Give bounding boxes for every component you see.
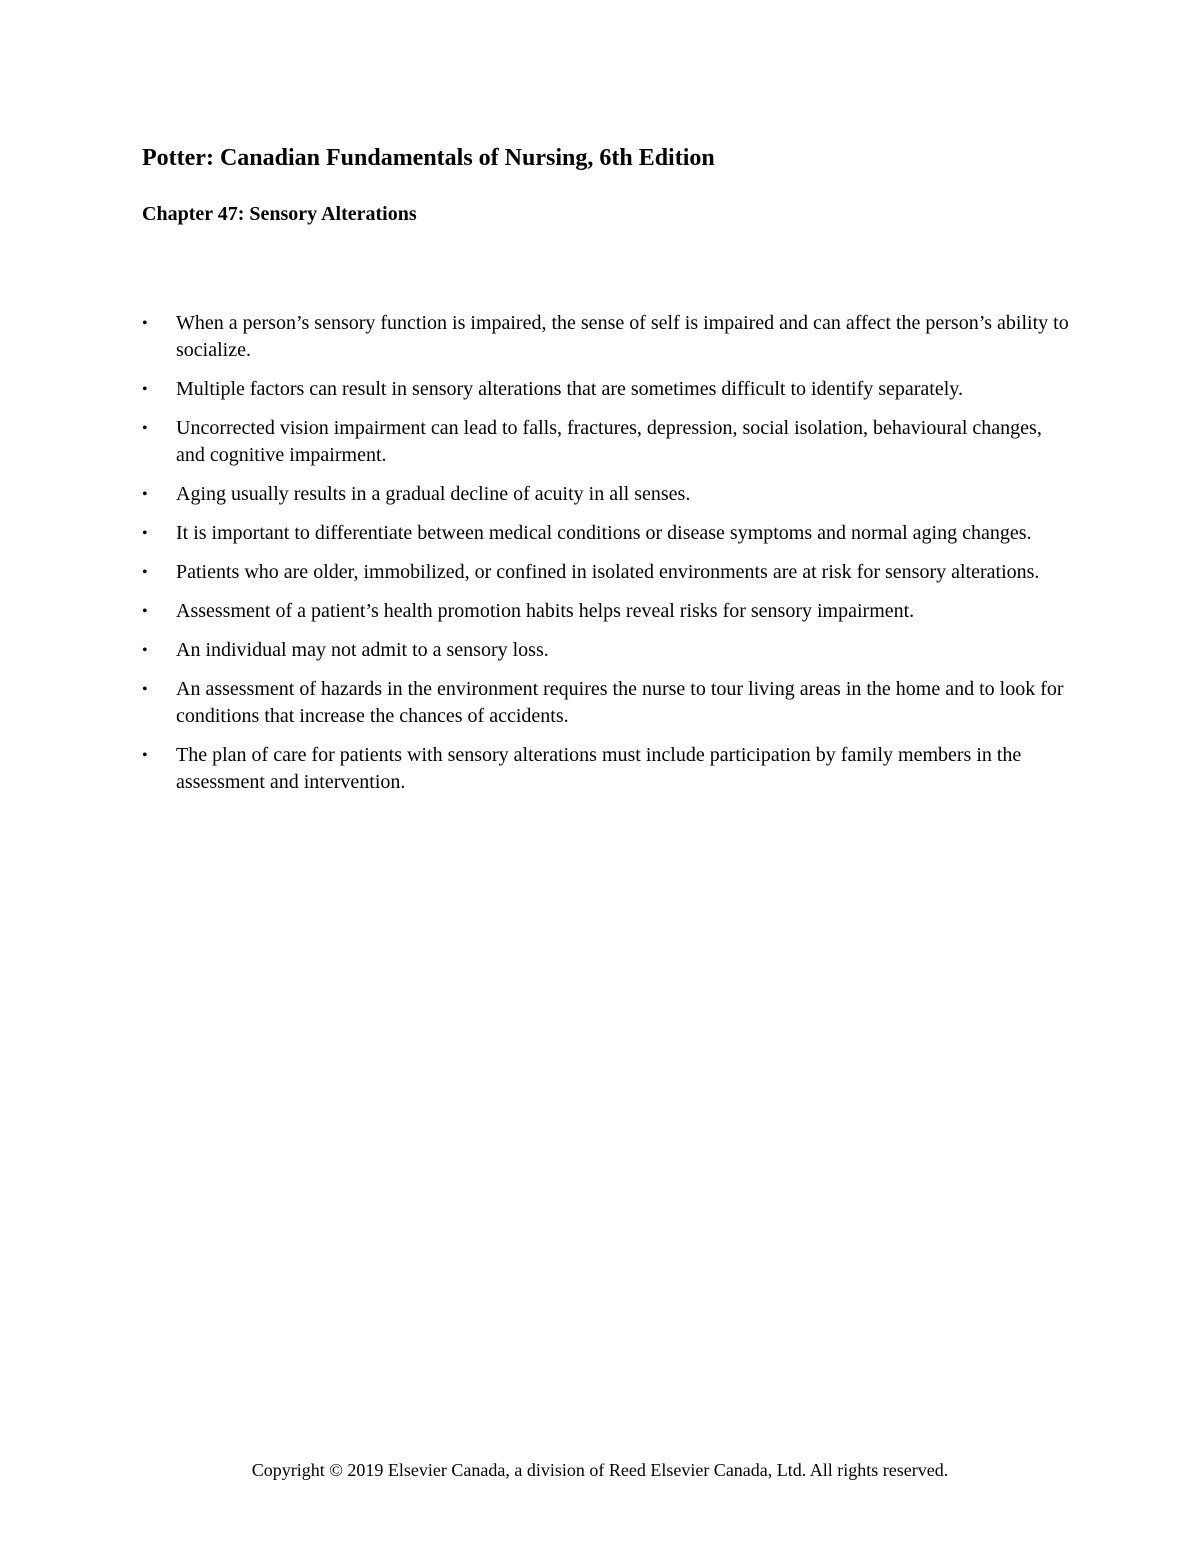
list-item [142,676,1072,730]
bullet-icon: • [142,564,148,581]
bullet-icon: • [142,681,148,698]
list-item [142,310,1072,364]
list-item [142,376,1072,403]
list-item-text: Aging usually results in a gradual decline of acuity in all senses. [176,483,691,505]
list-item-text: An individual may not admit to a sensory loss. [176,639,549,661]
list-item-text: Patients who are older, immobilized, or confined in isolated environments are at risk for sensory alterations. [176,561,1040,583]
bullet-icon: • [142,486,148,503]
list-item [142,559,1072,586]
chapter-heading: Chapter 47: Sensory Alterations [142,203,417,225]
copyright-footer: Copyright © 2019 Elsevier Canada, a division of Reed Elsevier Canada, Ltd. All rights reserved. [251,1460,949,1480]
list-item [142,598,1072,625]
bullet-icon: • [142,315,148,332]
bullet-icon: • [142,525,148,542]
list-item [142,637,1072,664]
key-points-list [142,310,1072,808]
list-item-text: It is important to differentiate between medical conditions or disease symptoms and normal aging changes. [176,522,1032,544]
list-item-text: Uncorrected vision impairment can lead to falls, fractures, depression, social isolation, behavioural changes, and cognitive impairment. [176,417,1042,466]
list-item [142,520,1072,547]
list-item [142,481,1072,508]
bullet-icon: • [142,381,148,398]
list-item-text: Assessment of a patient’s health promotion habits helps reveal risks for sensory impairment. [176,600,915,622]
list-item [142,415,1072,469]
list-item [142,742,1072,796]
bullet-icon: • [142,642,148,659]
list-item-text: When a person’s sensory function is impaired, the sense of self is impaired and can affect the person’s ability to socialize. [176,312,1069,361]
bullet-icon: • [142,420,148,437]
bullet-icon: • [142,603,148,620]
document-title: Potter: Canadian Fundamentals of Nursing, 6th Edition [142,145,715,171]
list-item-text: Multiple factors can result in sensory alterations that are sometimes difficult to identify separately. [176,378,963,400]
list-item-text: The plan of care for patients with sensory alterations must include participation by family members in the assessment and intervention. [176,744,1022,793]
list-item-text: An assessment of hazards in the environment requires the nurse to tour living areas in the home and to look for conditions that increase the chances of accidents. [176,678,1064,727]
bullet-icon: • [142,747,148,764]
